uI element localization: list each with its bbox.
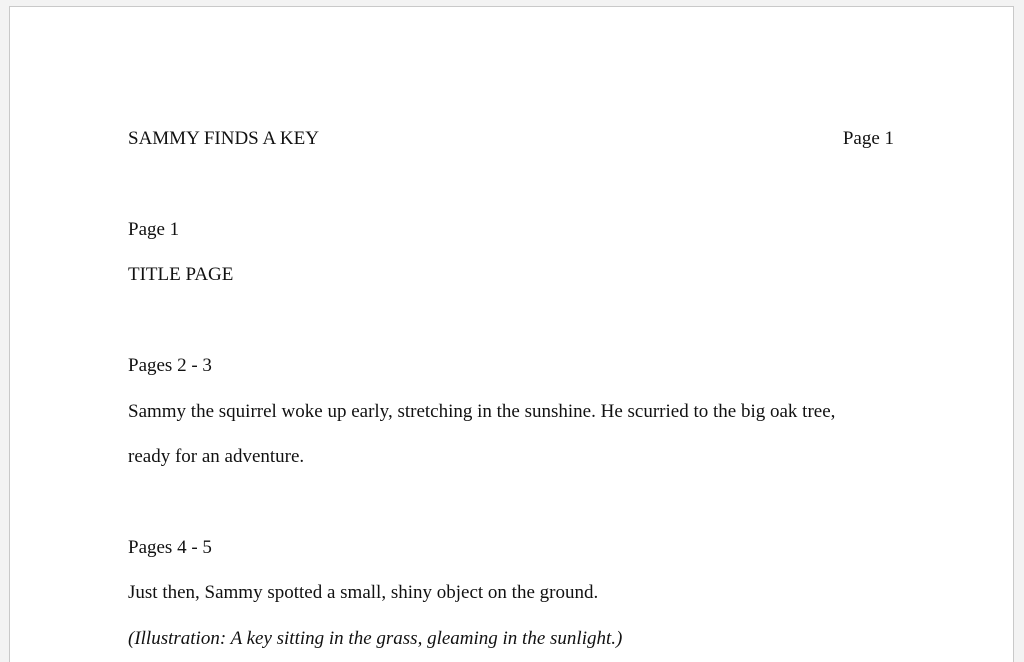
document-body <box>128 207 894 661</box>
header-page-number: Page 1 <box>842 128 894 149</box>
section-text: Just then, Sammy spotted a small, shiny object on the ground. <box>128 582 599 604</box>
illustration-note: (Illustration: A key sitting in the grass, gleaming in the sunlight.) <box>128 627 623 649</box>
blank-line <box>128 479 894 524</box>
blank-line <box>128 298 894 343</box>
section-heading: Pages 2 - 3 <box>128 355 212 377</box>
header-title: SAMMY FINDS A KEY <box>128 128 319 149</box>
section-heading: Page 1 <box>128 219 180 240</box>
document-page[interactable] <box>9 6 1014 662</box>
section-text: Sammy the squirrel woke up early, stretching in the sunshine. He scurried to the big oak tree, <box>128 400 836 422</box>
page-header <box>128 125 894 153</box>
section-text: ready for an adventure. <box>128 445 305 467</box>
section-heading: Pages 4 - 5 <box>128 536 212 558</box>
section-text: TITLE PAGE <box>128 264 234 286</box>
